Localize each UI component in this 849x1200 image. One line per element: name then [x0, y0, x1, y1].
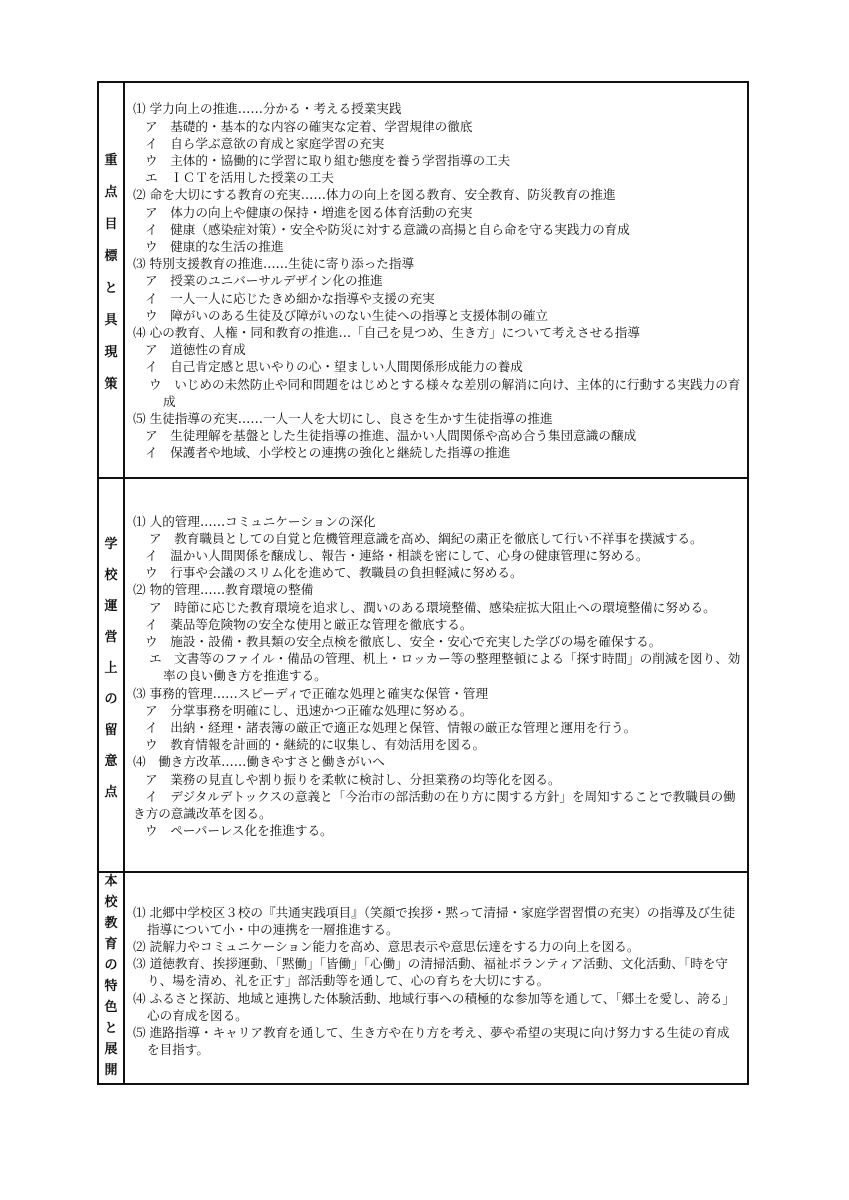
- section-subitem: ウ 施設・設備・教具類の安全点検を徹底し、安全・安心で充実した学びの場を確保する。: [145, 633, 662, 649]
- section-subitem: イ 温かい人間関係を醸成し、報告・連絡・相談を密にして、心身の健康管理に努める。: [145, 547, 649, 563]
- label-char: 留: [104, 722, 118, 738]
- section-heading: ⑶ 事務的管理……スピーディで正確な処理と確実な保管・管理: [133, 685, 489, 701]
- label-char: と: [104, 281, 118, 296]
- section-subitem: ウ 障がいのある生徒及び障がいのない生徒への指導と支援体制の確立: [145, 307, 548, 323]
- section-subitem: ウ 健康的な生活の推進: [145, 238, 284, 254]
- section-label-vertical: [99, 152, 123, 393]
- section-subitem: イ 一人一人に応じたきめ細かな指導や支援の充実: [145, 290, 435, 306]
- section-subitem: ウ 行事や会議のスリム化を進めて、教職員の負担軽減に努める。: [145, 565, 523, 581]
- section-row: [98, 478, 748, 872]
- label-char: 具: [104, 313, 118, 328]
- section-subitem: エ ＩＣＴを活用した授業の工夫: [145, 170, 334, 186]
- label-char: の: [104, 958, 118, 973]
- section-heading: ⑵ 命を大切にする教育の充実……体力の向上を図る教育、安全教育、防災教育の推進: [133, 187, 616, 203]
- section-subitem: イ 保護者や地域、小学校との連携の強化と継続した指導の推進: [145, 445, 511, 461]
- section-subitem: ア 生徒理解を基盤とした生徒指導の推進、温かい人間関係や高め合う集団意識の醸成: [145, 428, 637, 444]
- section-subitem: ウ ペーパーレス化を推進する。: [145, 823, 333, 839]
- section-subitem: ア 道徳性の育成: [145, 342, 246, 358]
- section-heading: ⑷ 働き方改革……働きやすさと働きがいへ: [133, 754, 385, 770]
- section-subitem: ア 教育職員としての自覚と危機管理意識を高め、綱紀の粛正を徹底して行い不祥事を撲滅する。: [149, 530, 703, 546]
- section-content: [124, 872, 748, 1084]
- section-subitem: ウ いじめの未然防止や同和問題をはじめとする様々な差別の解消に向け、主体的に行動する実践力の育成: [149, 376, 741, 409]
- section-content: [124, 82, 748, 478]
- section-heading: ⑴ 人的管理……コミュニケーションの深化: [133, 513, 376, 529]
- label-char: 校: [104, 895, 118, 910]
- label-char: 点: [104, 185, 118, 200]
- label-char: 点: [104, 784, 118, 800]
- section-subitem: イ 自ら学ぶ意欲の育成と家庭学習の充実: [145, 135, 385, 151]
- section-subitem: ウ 教育情報を計画的・継続的に収集し、有効活用を図る。: [145, 737, 486, 753]
- section-heading: ⑵ 物的管理……教育環境の整備: [133, 582, 314, 598]
- label-char: 本: [104, 874, 118, 889]
- label-char: 開: [104, 1063, 118, 1078]
- section-heading: ⑵ 読解力やコミュニケーション能力を高め、意思表示や意思伝達をする力の向上を図る。: [133, 938, 640, 954]
- section-heading: ⑶ 特別支援教育の推進……生徒に寄り添った指導: [133, 256, 415, 272]
- section-heading: ⑷ 心の教育、人権・同和教育の推進…「自己を見つめ、生き方」について考えさせる指導: [133, 325, 640, 340]
- label-char: 学: [104, 536, 118, 552]
- label-char: 策: [104, 377, 118, 392]
- section-heading: ⑸ 生徒指導の充実……一人一人を大切にし、良さを生かす生徒指導の推進: [133, 411, 553, 427]
- section-subitem: ア 基礎的・基本的な内容の確実な定着、学習規律の徹底: [145, 118, 473, 134]
- label-char: 色: [104, 1000, 118, 1015]
- section-heading: ⑸ 進路指導・キャリア教育を通して、生き方や在り方を考え、夢や希望の実現に向け努力する生徒の育成を目指す。: [133, 1025, 730, 1058]
- label-char: 重: [104, 153, 118, 168]
- section-heading: ⑶ 道徳教育、挨拶運動、「黙働」「皆働」「心働」の清掃活動、福祉ボランティア活動、文化活動、「時を守り、場を清め、礼を正す」部活動等を通して、心の育ちを大切にする。: [133, 956, 728, 989]
- section-subitem: ア 体力の向上や健康の保持・増進を図る体育活動の充実: [145, 204, 473, 220]
- section-label: [98, 82, 124, 478]
- label-char: 標: [104, 249, 118, 264]
- section-subitem: エ 文書等のファイル・備品の管理、机上・ロッカー等の整理整頓による「探す時間」の削減を図り、効率の良い働き方を推進する。: [149, 651, 741, 684]
- section-subitem: イ デジタルデトックスの意義と「今治市の部活動の在り方に関する方針」を周知することで教職員の働き方の意識改革を図る。: [133, 788, 736, 822]
- label-char: 意: [104, 753, 118, 769]
- section-row: [98, 82, 748, 478]
- section-label-vertical: [99, 873, 123, 1079]
- section-heading: ⑴ 学力向上の推進……分かる・考える授業実践: [133, 101, 402, 117]
- section-subitem: イ 健康（感染症対策）・安全や防災に対する意識の高揚と自ら命を守る実践力の育成: [145, 221, 630, 237]
- label-char: の: [104, 691, 118, 707]
- section-label-vertical: [99, 536, 123, 801]
- label-char: 育: [104, 937, 118, 952]
- school-plan-table: [97, 81, 749, 1085]
- section-label: [98, 872, 124, 1084]
- label-char: と: [104, 1021, 118, 1036]
- label-char: 現: [104, 345, 118, 360]
- label-char: 展: [104, 1042, 118, 1057]
- section-heading: ⑴ 北郷中学校区３校の『共通実践項目』（笑顔で挨拶・黙って清掃・家庭学習習慣の充実）の指導及び生徒指導について小・中の連携を一層推進する。: [133, 904, 736, 937]
- section-row: [98, 872, 748, 1084]
- section-subitem: イ 薬品等危険物の安全な使用と厳正な管理を徹底する。: [145, 616, 473, 632]
- section-content: [124, 478, 748, 872]
- label-char: 運: [104, 598, 118, 614]
- label-char: 特: [104, 979, 118, 994]
- section-subitem: ウ 主体的・協働的に学習に取り組む態度を養う学習指導の工夫: [145, 152, 511, 168]
- section-subitem: イ 自己肯定感と思いやりの心・望ましい人間関係形成能力の養成: [145, 359, 523, 375]
- section-subitem: ア 時節に応じた教育環境を追求し、潤いのある環境整備、感染症拡大阻止への環境整備に努める。: [149, 599, 716, 615]
- label-char: 校: [104, 567, 118, 583]
- section-subitem: ア 分掌事務を明確にし、迅速かつ正確な処理に努める。: [145, 702, 473, 718]
- section-subitem: ア 業務の見直しや割り振りを柔軟に検討し、分担業務の均等化を図る。: [145, 771, 561, 787]
- label-char: 上: [104, 660, 118, 676]
- section-heading: ⑷ ふるさと探訪、地域と連携した体験活動、地域行事への積極的な参加等を通して、「郷土を愛し、誇る」心の育成を図る。: [133, 990, 735, 1023]
- label-char: 営: [104, 629, 118, 645]
- section-label: [98, 478, 124, 872]
- section-subitem: ア 授業のユニバーサルデザイン化の推進: [145, 273, 383, 289]
- label-char: 目: [104, 217, 118, 232]
- label-char: 教: [104, 916, 118, 931]
- section-subitem: イ 出納・経理・諸表簿の厳正で適正な処理と保管、情報の厳正な管理と運用を行う。: [145, 720, 637, 735]
